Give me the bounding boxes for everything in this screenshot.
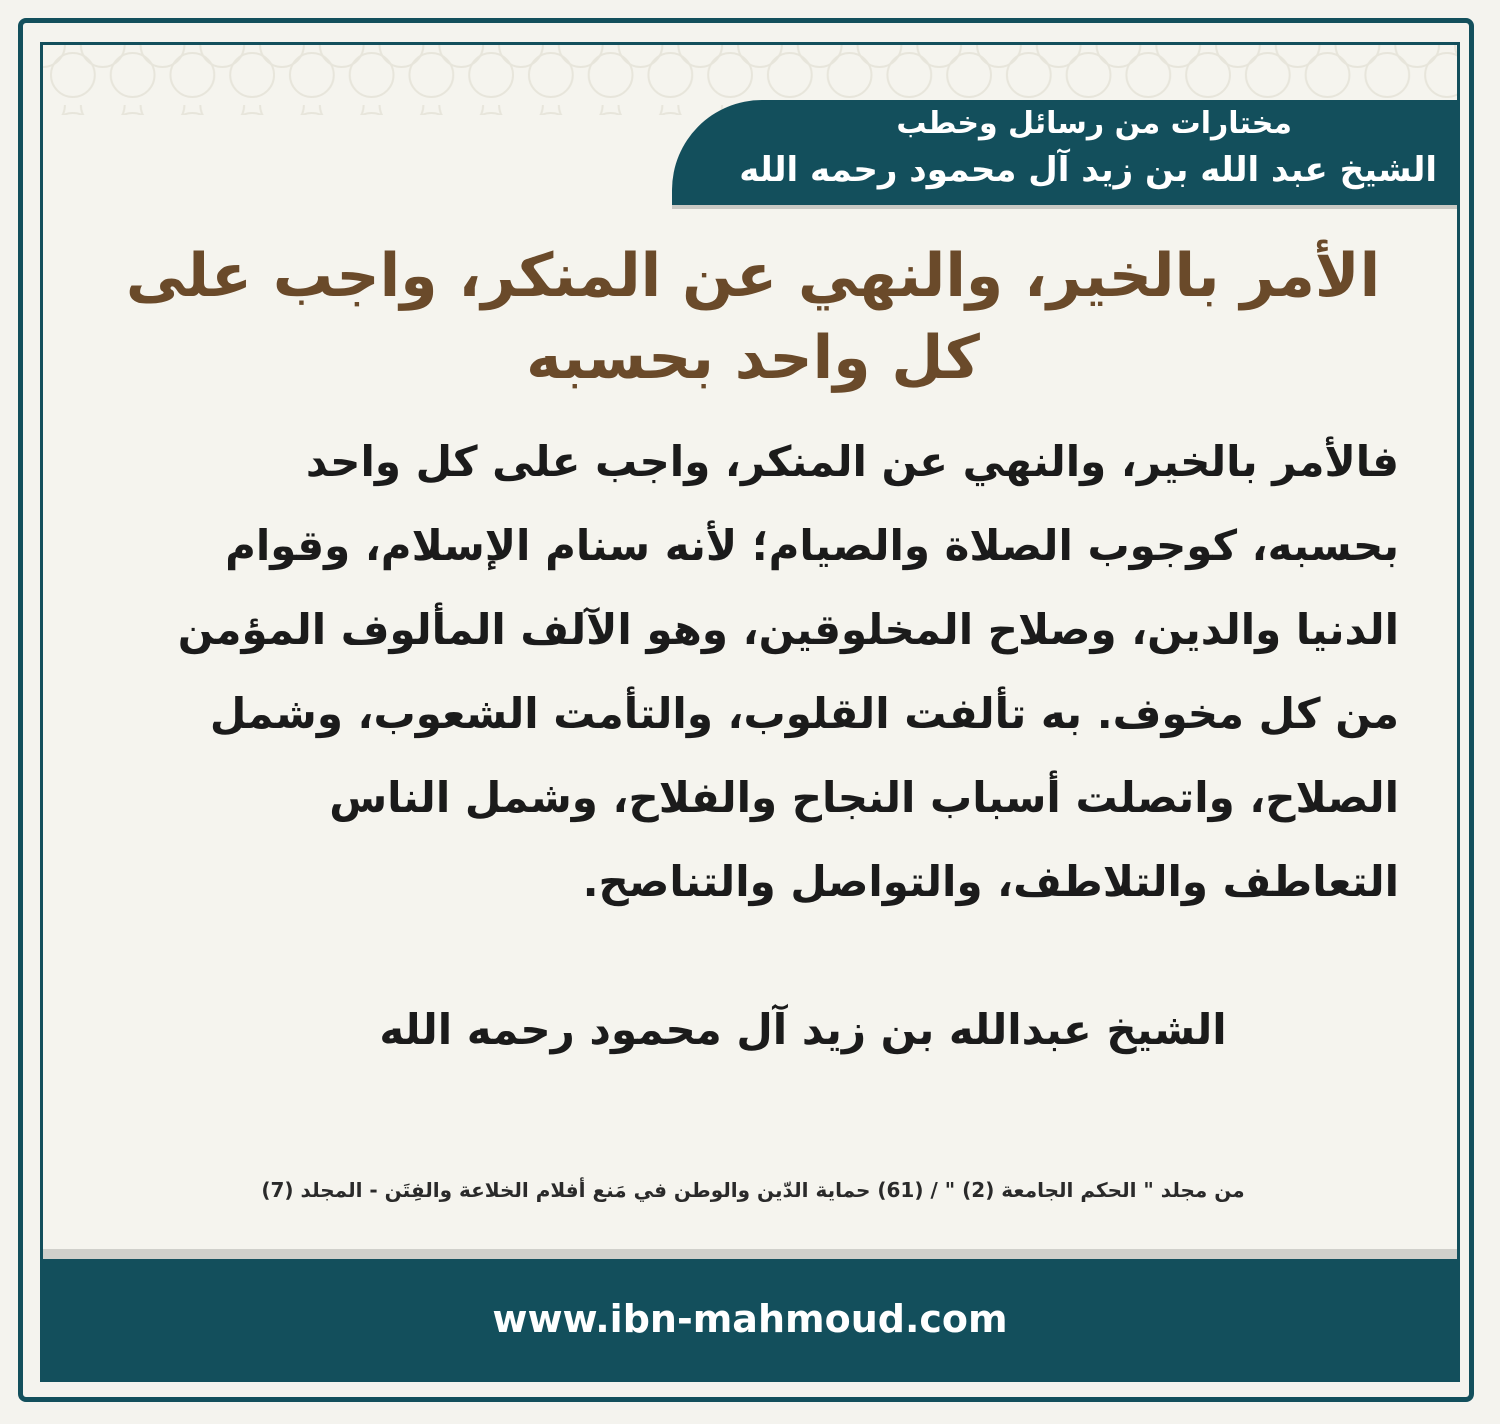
card [40, 42, 1460, 1382]
footer [43, 1259, 1457, 1379]
page-title: الأمر بالخير، والنهي عن المنكر، واجب على كل واحد بحسبه [125, 241, 1381, 393]
header-banner [672, 100, 1457, 205]
website-link[interactable]: www.ibn-mahmoud.com [492, 1297, 1008, 1341]
source-citation: من مجلد " الحكم الجامعة (2) " / (61) حماية الدّين والوطن في مَنع أفلام الخلاعة والفِتَن - المجلد (7) [261, 1178, 1245, 1202]
header-author: الشيخ عبد الله بن زيد آل محمود رحمه الله [739, 150, 1437, 190]
quote-body: فالأمر بالخير، والنهي عن المنكر، واجب على كل واحد بحسبه، كوجوب الصلاة والصيام؛ لأنه سنام الإسلام، وقوام الدنيا والدين، وصلاح المخلوقين، وهو الآلف المألوف المؤمن من كل مخوف. به تألفت القلوب، والتأمت الشعوب، وشمل الصلاح، واتصلت أسباب النجاح والفلاح، وشمل الناس التعاطف والتلاطف، والتواصل والتناصح. [177, 437, 1399, 906]
header-subtitle: مختارات من رسائل وخطب [896, 106, 1292, 141]
quote-author: الشيخ عبدالله بن زيد آل محمود رحمه الله [379, 1005, 1227, 1054]
divider [43, 1249, 1457, 1259]
